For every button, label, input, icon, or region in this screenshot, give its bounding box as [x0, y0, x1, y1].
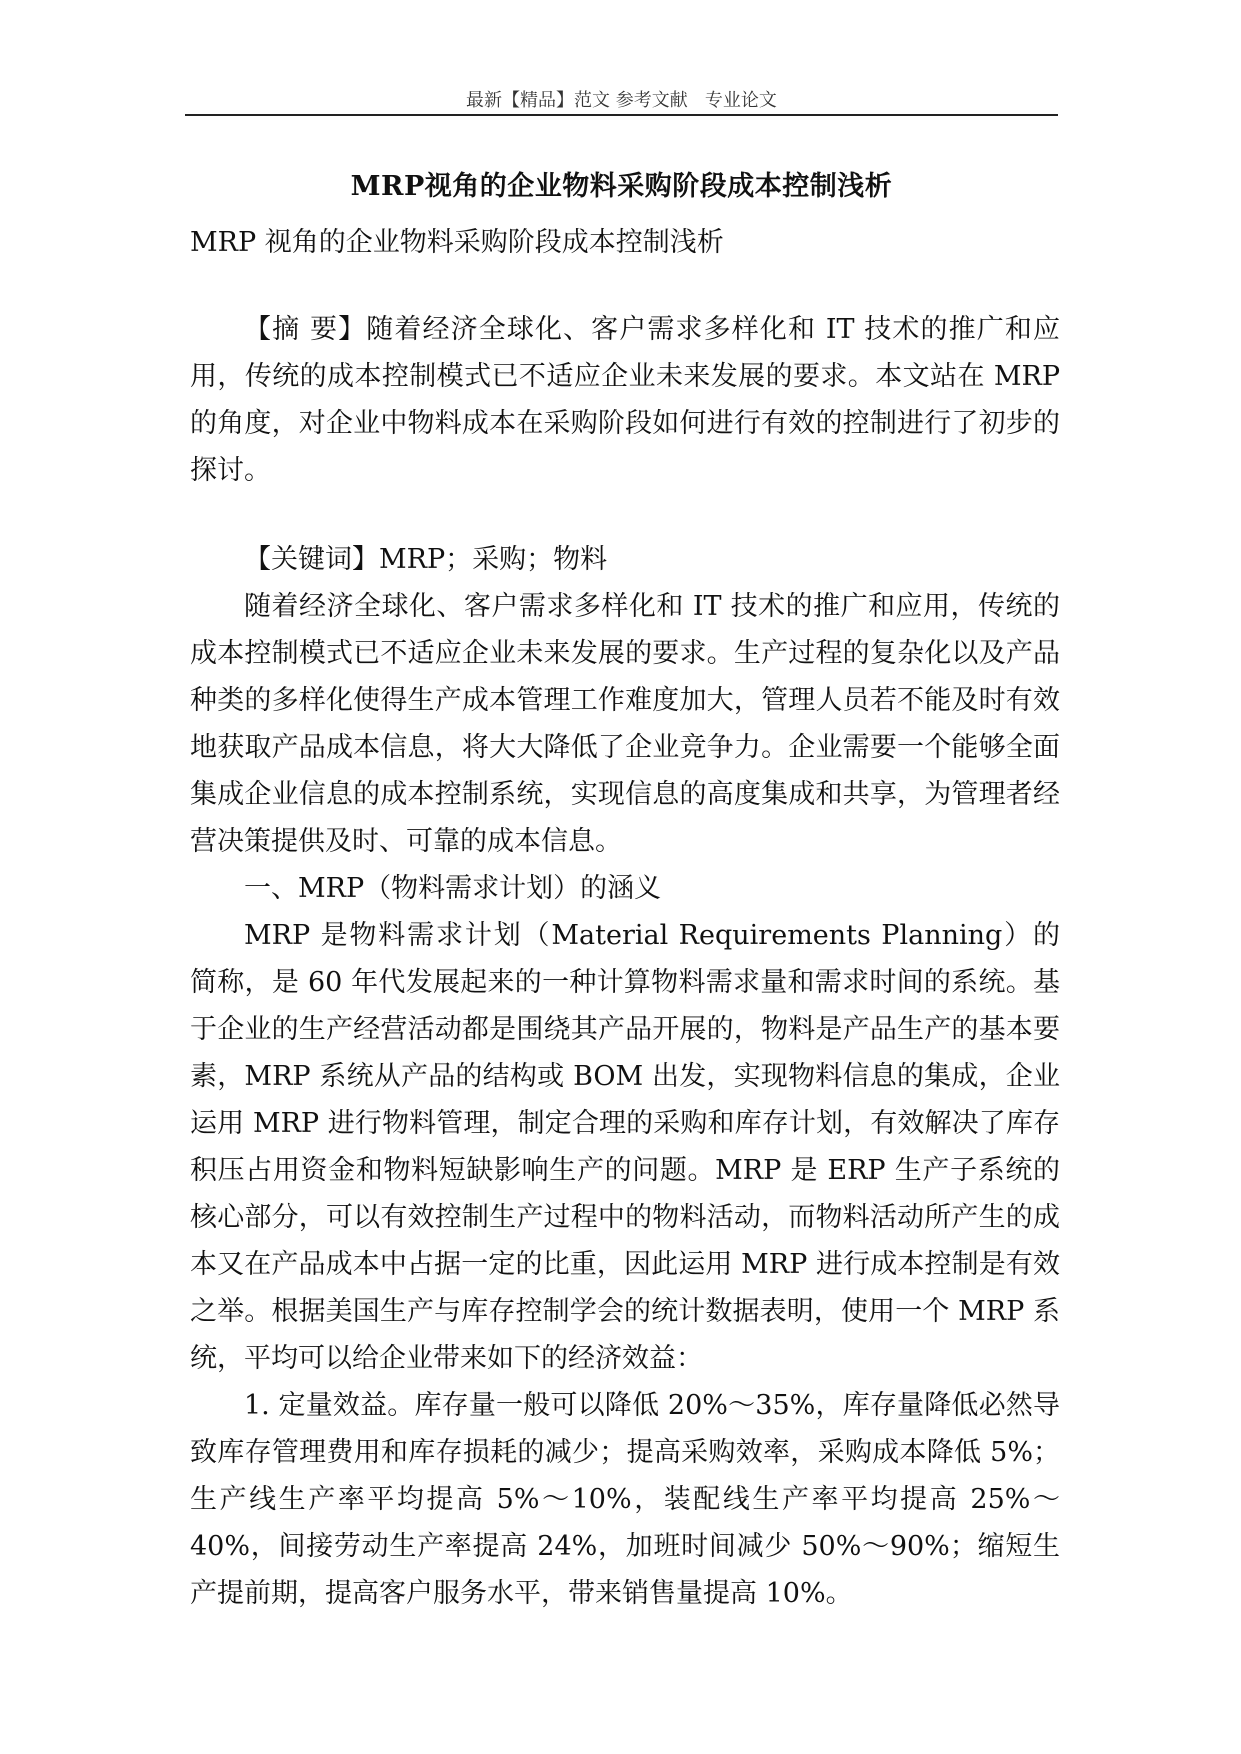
mrp-definition-paragraph: MRP 是物料需求计划（Material Requirements Planning）的简称，是 60 年代发展起来的一种计算物料需求量和需求时间的系统。基于企业的生产经营活动都是围绕其产品开展的，物料是产品生产的基本要素，MRP 系统从产品的结构或 BOM 出发，实现物料信息的集成，企业运用 MRP 进行物料管理，制定合理的采购和库存计划，有效解决了库存积压占用资金和物料短缺影响生产的问题。MRP 是 ERP 生产子系统的核心部分，可以有效控制生产过程中的物料活动，而物料活动所产生的成本又在产品成本中占据一定的比重，因此运用 MRP 进行成本控制是有效之举。根据美国生产与库存控制学会的统计数据表明，使用一个 MRP 系统，平均可以给企业带来如下的经济效益：	[190, 920, 1060, 1374]
keywords-line: 【关键词】MRP；采购；物料	[244, 544, 608, 575]
document-subtitle: MRP 视角的企业物料采购阶段成本控制浅析	[190, 227, 724, 258]
quantitative-benefit-paragraph: 1. 定量效益。库存量一般可以降低 20%～35%，库存量降低必然导致库存管理费用和库存损耗的减少；提高采购效率，采购成本降低 5%；生产线生产率平均提高 5%～10%，装配线生产率平均提高 25%～40%，间接劳动生产率提高 24%，加班时间减少 50%～90%；缩短生产提前期，提高客户服务水平，带来销售量提高 10%。	[190, 1390, 1060, 1609]
document-title: MRP视角的企业物料采购阶段成本控制浅析	[350, 171, 893, 202]
intro-paragraph: 随着经济全球化、客户需求多样化和 IT 技术的推广和应用，传统的成本控制模式已不适应企业未来发展的要求。生产过程的复杂化以及产品种类的多样化使得生产成本管理工作难度加大，管理人员若不能及时有效地获取产品成本信息，将大大降低了企业竞争力。企业需要一个能够全面集成企业信息的成本控制系统，实现信息的高度集成和共享，为管理者经营决策提供及时、可靠的成本信息。	[190, 591, 1060, 857]
section-heading-mrp-meaning: 一、MRP（物料需求计划）的涵义	[244, 873, 662, 904]
page-header: 最新【精品】范文 参考文献 专业论文	[466, 90, 777, 111]
abstract-paragraph: 【摘 要】随着经济全球化、客户需求多样化和 IT 技术的推广和应用，传统的成本控制模式已不适应企业未来发展的要求。本文站在 MRP 的角度，对企业中物料成本在采购阶段如何进行有效的控制进行了初步的探讨。	[190, 314, 1060, 486]
header-divider	[185, 114, 1058, 116]
